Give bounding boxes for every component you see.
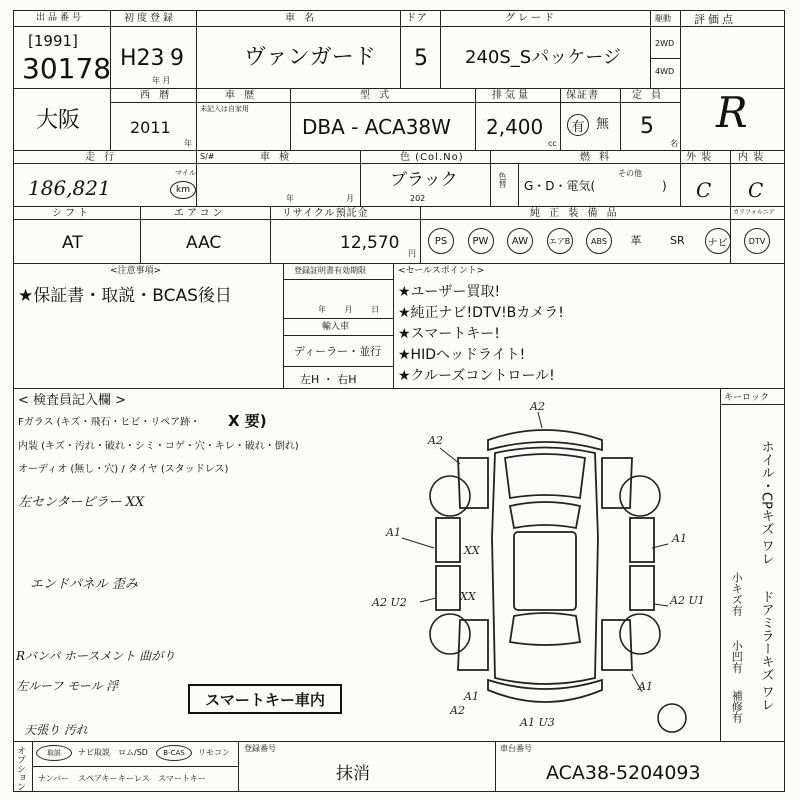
door-mirror-condition: ドアミラーキズ ワレ	[758, 590, 774, 712]
label-aircon: エアコン	[174, 208, 226, 219]
inspector-title: < 検査員記入欄 >	[18, 393, 127, 408]
label-doors: ドア	[406, 13, 428, 24]
label-shift: シフト	[52, 208, 91, 219]
equipment-1: PW	[468, 228, 494, 254]
sales-point-1: ★純正ナビ!DTV!Bカメラ!	[398, 305, 564, 321]
label-sales-points: <セールスポイント>	[398, 266, 485, 276]
label-key-lock: キーロック	[724, 393, 769, 403]
registration-number: 抹消	[336, 764, 370, 784]
diagram-mark-7: A1	[672, 532, 687, 545]
doors: 5	[414, 46, 428, 71]
diagram-right-front-door	[630, 518, 654, 562]
handwritten-note-4: 左ルーフ モール 浮	[16, 679, 119, 693]
diagram-rear-window	[510, 613, 580, 645]
label-cc: cc	[548, 139, 557, 148]
equipment-8: DTV	[744, 228, 770, 254]
fuel-options: G・D・電気(	[524, 179, 596, 193]
label-reg-expiry: 登録証明書有効期限	[294, 266, 366, 275]
sales-point-3: ★HIDヘッドライト!	[398, 347, 526, 363]
history-note: 未記入は自家用	[200, 105, 249, 113]
caution-text: ★保証書・取説・BCAS後日	[18, 286, 232, 306]
label-california: カリフォルニア	[733, 209, 775, 216]
diagram-right-front-fender	[602, 458, 632, 508]
option-bottom-1: スペアキー	[78, 774, 118, 783]
label-frame-number: 車台番号	[500, 744, 532, 753]
option-bottom-3: スマートキー	[158, 774, 206, 783]
handwritten-note-2: エンドパネル 歪み	[30, 577, 138, 592]
label-color: 色 (Col.No)	[400, 152, 464, 163]
diagram-roof	[514, 532, 576, 610]
warranty-yes-circled	[567, 114, 589, 136]
car-damage-diagram	[372, 398, 710, 738]
label-car-name: 車 名	[285, 13, 318, 24]
drive-2wd: 2WD	[655, 39, 675, 48]
diagram-windshield	[510, 502, 580, 528]
diagram-left-front-door	[436, 518, 460, 562]
label-equipment: 純 正 装 備 品	[530, 208, 620, 219]
diagram-left-rear-fender	[458, 620, 488, 670]
label-capacity: 定 員	[632, 90, 665, 101]
frame-number: ACA38-5204093	[546, 762, 701, 784]
label-interior: 内 装	[738, 152, 765, 163]
interior-line: 内装 (キズ・汚れ・破れ・シミ・コゲ・穴・キレ・破れ・倒れ)	[18, 441, 299, 452]
option-bottom-2: キーレス	[118, 774, 150, 783]
label-color-change: 色替	[498, 172, 507, 188]
label-first-registration: 初度登録	[124, 13, 176, 24]
label-mileage: 走 行	[85, 152, 118, 163]
fuel-other: その他	[618, 169, 642, 178]
diagram-right-rear-fender	[602, 620, 632, 670]
recycle-fee: 12,570	[340, 233, 400, 253]
label-recycle: リサイクル預託金	[282, 208, 369, 219]
label-grade: グレード	[505, 13, 557, 24]
diagram-wheel-rear-right	[620, 614, 660, 654]
label-lot-number: 出品番号	[36, 13, 85, 23]
first-registration-month: 9	[170, 46, 184, 71]
score: R	[716, 88, 748, 137]
diagram-mark-6: XX	[460, 590, 476, 603]
venue: 大阪	[36, 108, 81, 133]
diagram-wheel-front-left	[430, 476, 470, 516]
displacement: 2,400	[486, 115, 544, 139]
label-options: オプション	[15, 746, 25, 791]
handwritten-note-3: Rバンパ ホースメント 曲がり	[16, 649, 176, 663]
diagram-mark-12: A2	[450, 704, 465, 717]
equipment-6: SR	[670, 234, 685, 247]
smart-key-stamp-text: スマートキー車内	[205, 690, 325, 709]
label-inspection: 車 検	[260, 152, 293, 163]
option-top-1: ナビ取説	[78, 748, 110, 757]
option-top-3: B-CAS	[156, 745, 192, 761]
diagram-mark-8: A2 U1	[670, 594, 705, 607]
option-bottom-0: ナンバー	[38, 774, 70, 783]
diagram-left-rear-door	[436, 566, 460, 610]
label-import: 輸入車	[322, 322, 350, 332]
label-year-month: 年 月	[152, 76, 171, 85]
handwritten-note-1: 左センターピラー XX	[18, 495, 145, 510]
label-displacement: 排気量	[492, 90, 531, 101]
glass-line: Fガラス (キズ・飛石・ヒビ・リペア跡・	[18, 417, 201, 428]
car-name: ヴァンガード	[244, 45, 376, 70]
diagram-mark-10: A1	[464, 690, 479, 703]
exterior-score: C	[696, 178, 712, 202]
label-caution: <注意事項>	[110, 266, 162, 276]
small-dent: 小凹有	[730, 640, 744, 673]
lot-number: 30178	[22, 52, 112, 85]
audio-line: オーディオ (無し・穴) / タイヤ (スタッドレス)	[18, 464, 229, 475]
label-unit: S/#	[200, 152, 215, 161]
equipment-7: ナビ	[705, 228, 731, 254]
diagram-mark-5: A2 U2	[372, 596, 407, 609]
sales-point-0: ★ユーザー買取!	[398, 284, 501, 300]
color-code: 202	[410, 194, 426, 203]
option-top-0: 取説	[36, 745, 72, 761]
equipment-4: ABS	[586, 228, 612, 254]
handwritten-note-5: 天張り 汚れ	[24, 723, 88, 737]
repair: 補修有	[730, 690, 744, 723]
label-year: 西 暦	[140, 90, 173, 101]
shift: AT	[62, 233, 83, 253]
sales-point-4: ★クルーズコントロール!	[398, 368, 555, 384]
label-warranty: 保証書	[566, 90, 599, 101]
grade: 240S_Sパッケージ	[465, 47, 621, 68]
import-dealer: ディーラー・並行	[294, 345, 382, 358]
wheel-condition: ホイル・CPキズ ワレ	[758, 440, 774, 566]
interior-score: C	[748, 178, 764, 202]
label-drive: 駆動	[655, 14, 671, 23]
fuel-close-paren: )	[662, 179, 667, 193]
label-fuel: 燃 料	[580, 152, 613, 163]
first-registration-era: H23	[120, 46, 165, 71]
label-inspection-year: 年	[286, 194, 294, 203]
label-score: 評価点	[694, 13, 736, 26]
glass-mark: X 要)	[228, 412, 267, 430]
diagram-wheel-rear-left	[430, 614, 470, 654]
label-persons: 名	[670, 139, 678, 148]
diagram-mark-1: A2	[530, 400, 545, 413]
equipment-5: 革	[630, 234, 642, 247]
diagram-mark-9: A1	[638, 680, 653, 693]
diagram-mark-2: A2	[428, 434, 443, 447]
diagram-mark-11: A1 U3	[520, 716, 555, 729]
smart-key-stamp	[188, 684, 342, 714]
lot-year: [1991]	[28, 32, 78, 50]
unit-km-circled	[170, 181, 196, 199]
model-code: DBA - ACA38W	[302, 115, 451, 139]
small-scratch: 小キズ有	[730, 572, 744, 616]
import-handle: 左H ・ 右H	[300, 373, 357, 386]
option-top-2: ロム/SD	[118, 748, 148, 757]
label-yen: 円	[408, 249, 416, 258]
label-reg-expiry-date: 年 月 日	[318, 305, 380, 314]
label-exterior: 外 装	[686, 152, 713, 163]
diagram-mark-4: XX	[464, 544, 480, 557]
equipment-3: エアB	[547, 228, 573, 254]
label-inspection-month: 月	[346, 194, 354, 203]
diagram-right-rear-door	[630, 566, 654, 610]
capacity: 5	[640, 114, 654, 139]
unit-km: km	[176, 185, 190, 195]
unit-mile: マイル	[175, 169, 196, 177]
drive-4wd: 4WD	[655, 67, 675, 76]
label-model: 型 式	[360, 90, 393, 101]
label-year-unit: 年	[184, 139, 192, 148]
diagram-wheel-front-right	[620, 476, 660, 516]
diagram-spare-wheel	[658, 704, 686, 732]
label-history: 車 歴	[225, 90, 258, 101]
diagram-left-front-fender	[458, 458, 488, 508]
mileage: 186,821	[28, 176, 111, 200]
option-top-4: リモコン	[198, 748, 230, 757]
color: ブラック	[390, 170, 458, 190]
diagram-hood	[505, 454, 585, 498]
label-registration-number: 登録番号	[244, 744, 276, 753]
equipment-0: PS	[428, 228, 454, 254]
aircon: AAC	[186, 233, 222, 253]
warranty-yes: 有	[571, 119, 585, 135]
year: 2011	[130, 118, 171, 137]
equipment-2: AW	[507, 228, 533, 254]
diagram-mark-3: A1	[386, 526, 401, 539]
warranty-no: 無	[596, 117, 610, 132]
sales-point-2: ★スマートキー!	[398, 326, 500, 342]
